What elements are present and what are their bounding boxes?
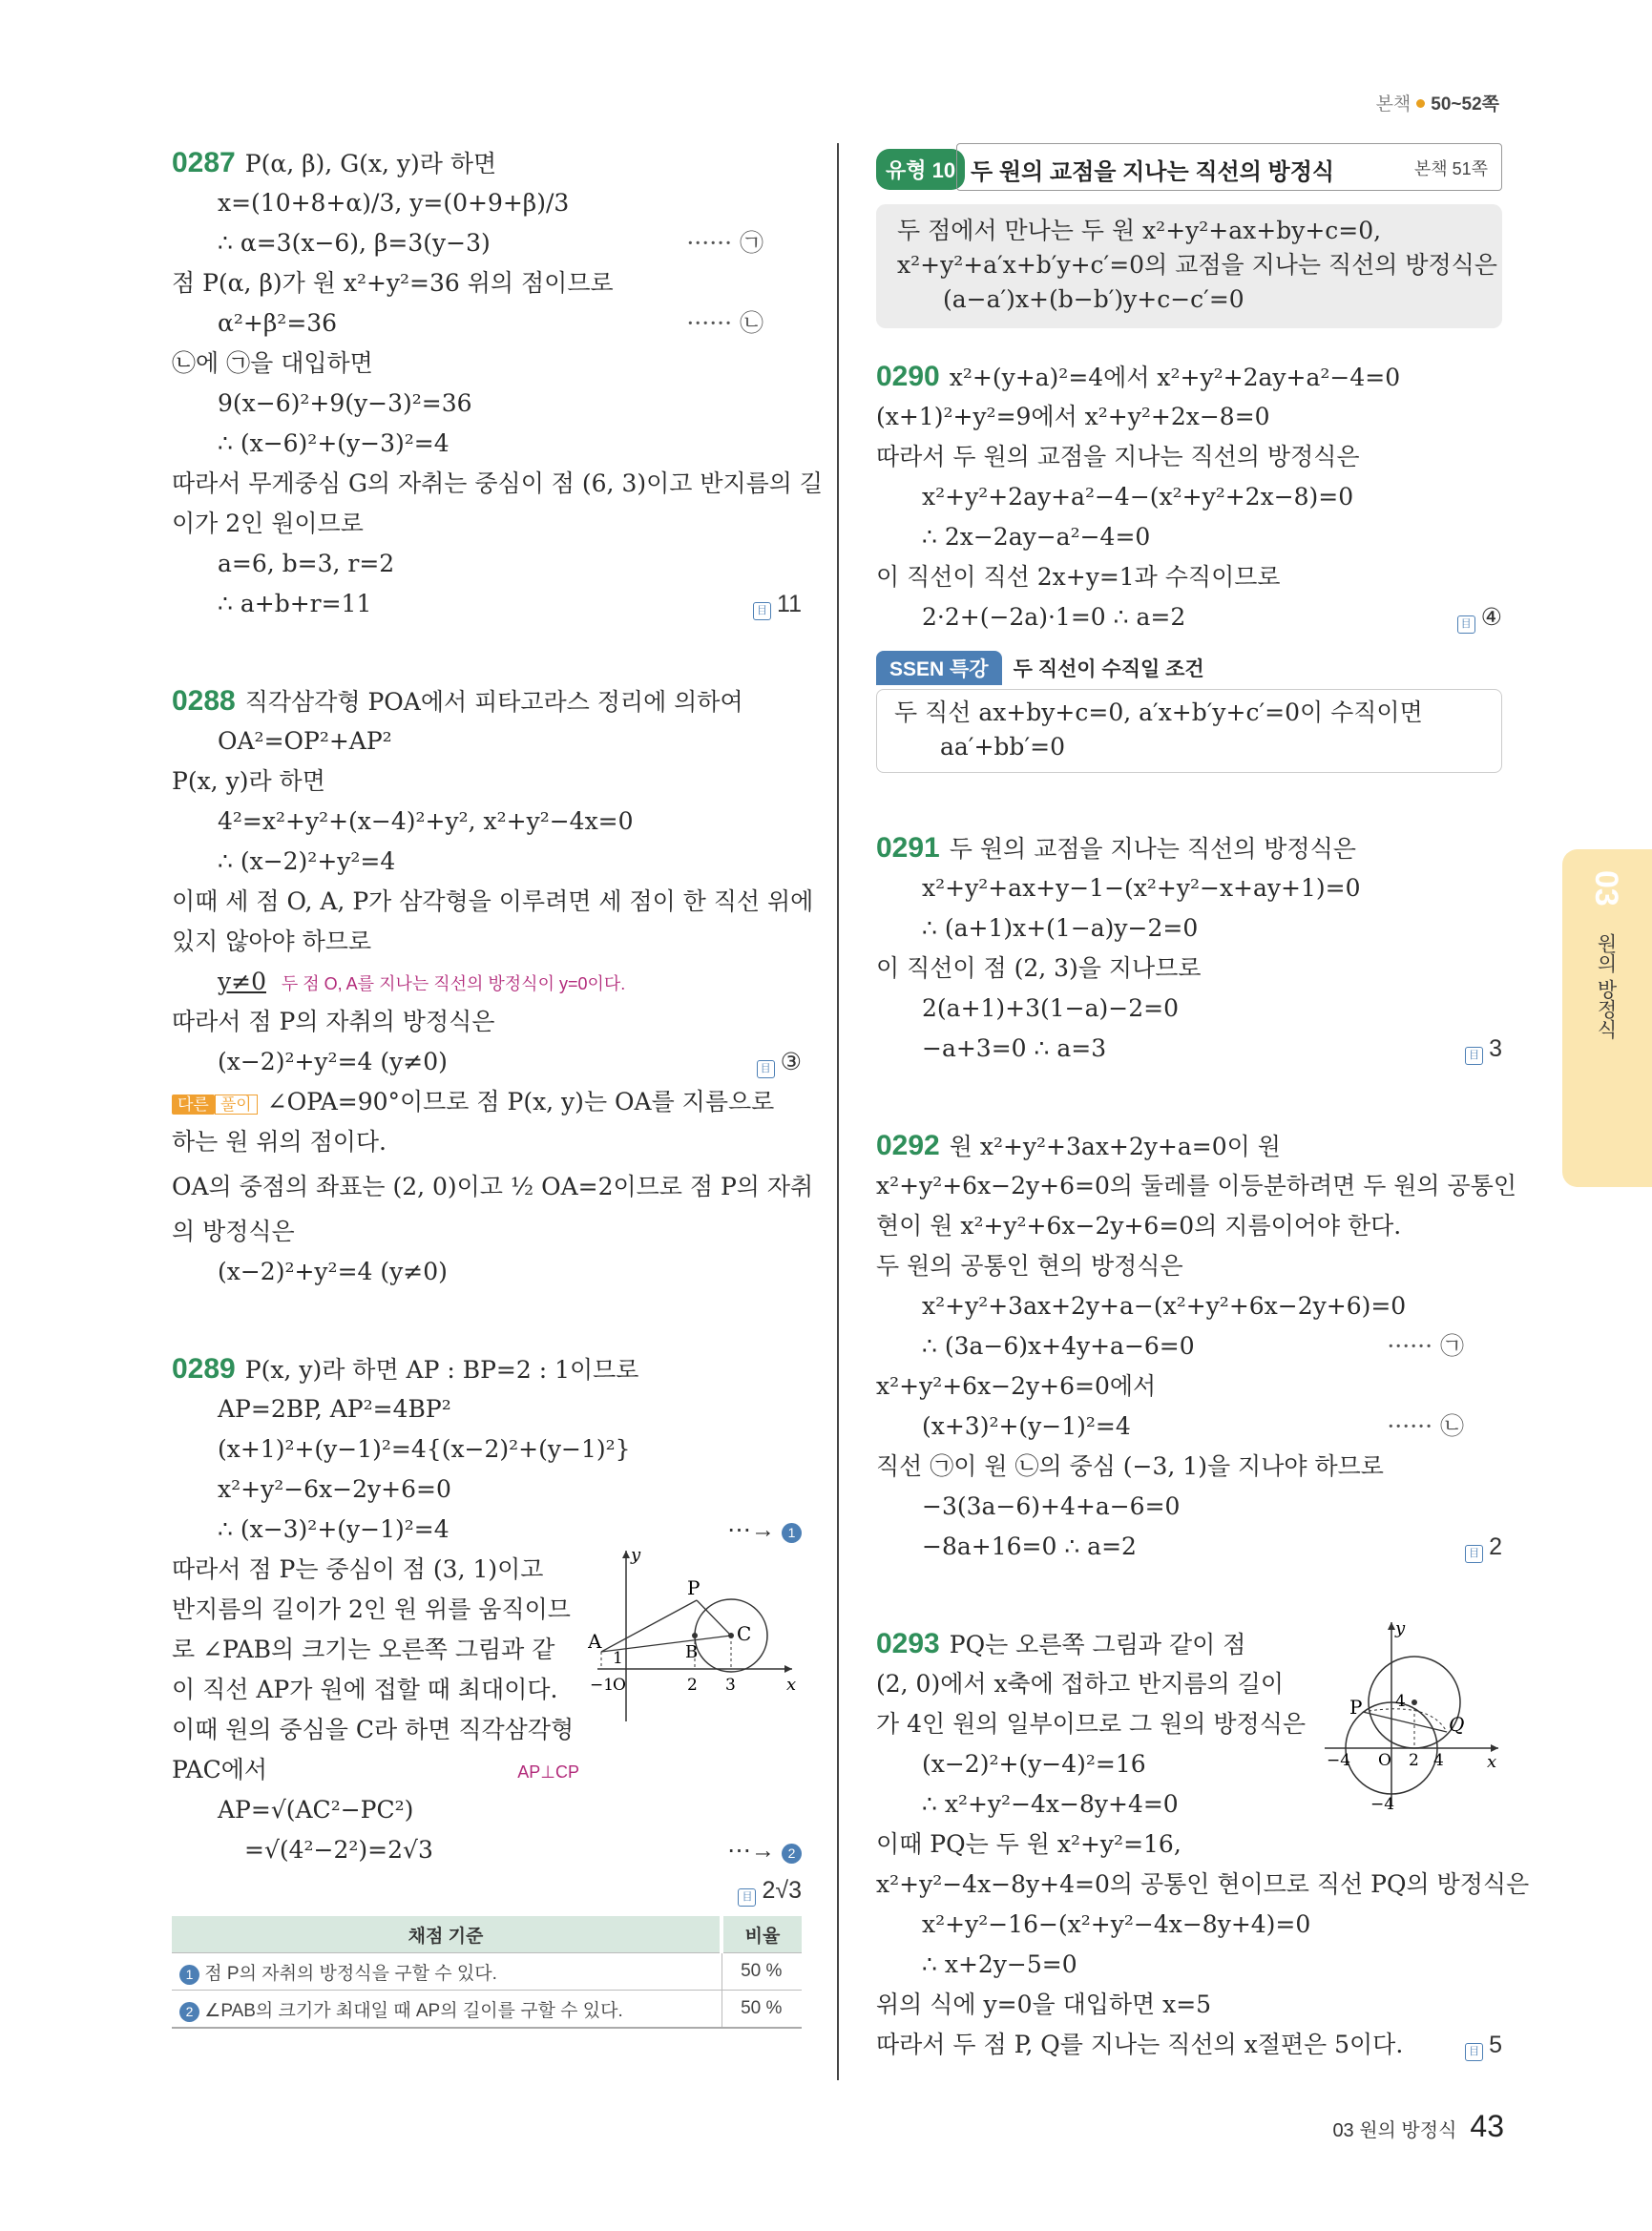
answer [757,1042,802,1082]
answer-icon: 目 [1465,1545,1483,1563]
answer-icon: 目 [1465,2043,1483,2061]
solution-line: x²+(y+a)²=4에서 x²+y²+2ay+a²−4=0 [949,364,1401,391]
solution-line: =√(4²−2²)=2√3 [244,1836,433,1864]
solution-line: 2·2+(−2a)·1=0 ∴ a=2 [922,603,1186,631]
solution-line: (x−2)²+y²=4 (y≠0) [218,1048,448,1075]
fig-label: y [1395,1618,1406,1638]
solution-line: 현이 원 x²+y²+6x−2y+6=0의 지름이어야 한다. [876,1212,1402,1240]
solution-line: 로 ∠PAB의 크기는 오른쪽 그림과 같 [172,1636,555,1663]
fig-label: x [786,1675,797,1695]
problem-number: 0291 [876,832,940,864]
table-cell: 50 % [721,1953,802,1991]
header-pages: 50~52쪽 [1431,94,1499,115]
solution-line: −3(3a−6)+4+a−6=0 [922,1492,1181,1520]
left-column [172,143,824,2029]
scoring-table [172,1916,802,2029]
fig-label: Q [1449,1713,1465,1736]
solution-line: x²+y²−6x−2y+6=0 [218,1475,451,1503]
solution-line: α²+β²=36 [218,309,338,337]
answer-value: 5 [1489,2032,1502,2058]
figure-0289 [588,1545,802,1726]
annotation-note: 두 점 O, A를 지나는 직선의 방정식이 y=0이다. [281,974,626,993]
problem-0289 [172,1349,802,1910]
type-summary-box [876,204,1502,328]
equation-marker: ······ ㉡ [1387,1412,1464,1440]
solution-line: 9(x−6)²+9(y−3)²=36 [218,389,472,417]
solution-line: (x+1)²+(y−1)²=4{(x−2)²+(y−1)²} [218,1435,631,1463]
solution-line: 가 4인 원의 일부이므로 그 원의 방정식은 [876,1710,1306,1738]
solution-line: 반지름의 길이가 2인 원 위를 움직이므 [172,1595,571,1623]
solution-line: P(α, β), G(x, y)라 하면 [244,150,497,177]
equation-marker: ······ ㉠ [1387,1332,1464,1360]
ssen-header [876,651,1502,689]
table-cell: ∠PAB의 크기가 최대일 때 AP의 길이를 구할 수 있다. [204,2000,623,2021]
chapter-side-tab[interactable] [1562,849,1652,1187]
problem-0288 [172,681,814,1292]
problem-0293 [876,1618,1530,2065]
problem-number: 0289 [172,1353,236,1385]
page-header [1376,90,1499,115]
solution-line: x²+y²−16−(x²+y²−4x−8y+4)=0 [922,1910,1311,1938]
step-marker-1: ⋯→ 1 [727,1510,802,1550]
answer-icon: 目 [757,1060,775,1078]
solution-line: (2, 0)에서 x축에 접하고 반지름의 길이 [876,1670,1285,1698]
solution-line: x²+y²+3ax+2y+a−(x²+y²+6x−2y+6)=0 [922,1292,1407,1320]
solution-line: ∴ x²+y²−4x−8y+4=0 [922,1790,1179,1818]
answer [1465,1029,1502,1069]
problem-number: 0290 [876,361,940,392]
fig-label: B [685,1642,699,1662]
solution-line: −a+3=0 ∴ a=3 [922,1034,1107,1062]
ssen-tag: SSEN 특강 [876,651,1002,685]
solution-line: ㉡에 ㉠을 대입하면 [172,349,373,377]
fig-label: 4 [1433,1751,1444,1770]
solution-line: 따라서 무게중심 G의 자취는 중심이 점 (6, 3)이고 반지름의 길 [172,469,824,497]
solution-line: AP=√(AC²−PC²) [218,1796,414,1824]
answer-value: 3 [1489,1035,1502,1062]
solution-line: (x+3)²+(y−1)²=4 [922,1412,1131,1440]
solution-line: 4²=x²+y²+(x−4)²+y², x²+y²−4x=0 [218,807,634,835]
answer [1465,1527,1502,1567]
solution-line: 직각삼각형 POA에서 피타고라스 정리에 의하여 [244,688,743,716]
answer [1465,2025,1502,2065]
summary-line: 두 점에서 만나는 두 원 x²+y²+ax+by+c=0, [897,217,1382,244]
table-header: 비율 [721,1916,802,1953]
solution-line: OA²=OP²+AP² [218,727,392,755]
solution-line: OA의 중점의 좌표는 (2, 0)이고 ½ OA=2이므로 점 P의 자취 [172,1173,814,1200]
fig-label: 1 [613,1649,623,1668]
solution-line: 이때 세 점 O, A, P가 삼각형을 이루려면 세 점이 한 직선 위에 [172,887,814,915]
solution-line: ∴ (x−6)²+(y−3)²=4 [218,429,450,457]
solution-line: 이때 PQ는 두 원 x²+y²=16, [876,1830,1181,1858]
page-number: 43 [1470,2109,1504,2143]
solution-line: 위의 식에 y=0을 대입하면 x=5 [876,1991,1212,2018]
ssen-box [876,689,1502,773]
solution-line: ∴ (x−3)²+(y−1)²=4 [218,1515,450,1543]
header-dot [1416,99,1425,108]
solution-line: 의 방정식은 [172,1218,295,1245]
table-header: 채점 기준 [172,1916,721,1953]
annotation-note: AP⊥CP [517,1762,579,1782]
solution-line: 따라서 두 점 P, Q를 지나는 직선의 x절편은 5이다. [876,2031,1404,2058]
solution-line: ∴ (3a−6)x+4y+a−6=0 [922,1332,1195,1360]
fig-label: x [1487,1752,1497,1772]
solution-line: 원 x²+y²+3ax+2y+a=0이 원 [949,1133,1281,1160]
answer-icon: 目 [753,602,771,620]
step-2-icon: 2 [179,2002,199,2022]
solution-line: P(x, y)라 하면 AP : BP=2 : 1이므로 [244,1356,639,1384]
figure-0293 [1315,1615,1506,1815]
answer [738,1870,802,1910]
fig-label: C [737,1622,752,1645]
solution-line: PAC에서 [172,1756,268,1783]
problem-0290 [876,357,1502,637]
solution-line: P(x, y)라 하면 [172,767,325,795]
type-10-header [876,143,1502,197]
answer-icon: 目 [1457,615,1475,634]
solution-line: (x−2)²+(y−4)²=16 [922,1750,1146,1778]
solution-line: AP=2BP, AP²=4BP² [218,1395,451,1423]
answer-value: 2√3 [762,1877,802,1904]
type-title: 두 원의 교점을 지나는 직선의 방정식 [971,159,1335,185]
summary-line: x²+y²+a′x+b′y+c′=0의 교점을 지나는 직선의 방정식은 [897,251,1497,279]
answer-value: ③ [780,1049,802,1075]
solution-line: 따라서 점 P의 자취의 방정식은 [172,1008,495,1035]
chapter-title: 원의 방정식 [1595,933,1617,1039]
solution-line: ∴ 2x−2ay−a²−4=0 [922,523,1151,551]
solution-line: 두 원의 공통인 현의 방정식은 [876,1252,1183,1280]
fig-label: y [631,1545,641,1565]
problem-0292 [876,1126,1516,1567]
answer [1457,597,1502,637]
solution-line: x²+y²+6x−2y+6=0의 둘레를 이등분하려면 두 원의 공통인 [876,1172,1516,1199]
solution-line: PQ는 오른쪽 그림과 같이 점 [949,1631,1246,1658]
solution-line: x=(10+8+α)/3, y=(0+9+β)/3 [218,189,570,217]
solution-line: 점 P(α, β)가 원 x²+y²=36 위의 점이므로 [172,269,614,297]
step-marker-2: ⋯→ 2 [727,1830,802,1870]
type-tag: 유형 10 [876,149,965,190]
answer-value: 2 [1489,1533,1502,1560]
answer-value: ④ [1480,604,1502,631]
solution-line: y≠0 [218,968,266,995]
fig-label: 2 [1409,1751,1419,1770]
fig-label: O [1378,1751,1391,1770]
problem-number: 0288 [172,685,236,717]
solution-line: 이가 2인 원이므로 [172,510,364,537]
solution-line: ∠OPA=90°이므로 점 P(x, y)는 OA를 지름으로 [266,1088,775,1116]
page-footer [1332,2109,1504,2144]
answer-icon: 目 [1465,1047,1483,1065]
table-row [172,1991,802,2029]
fig-label: 3 [725,1676,736,1695]
problem-0291 [876,828,1502,1069]
solution-line: 이 직선이 직선 2x+y=1과 수직이므로 [876,563,1281,591]
solution-line: x²+y²−4x−8y+4=0의 공통인 현이므로 직선 PQ의 방정식은 [876,1870,1530,1898]
solution-line: 이 직선이 점 (2, 3)을 지나므로 [876,954,1202,982]
equation-marker: ······ ㉡ [686,309,763,337]
ssen-title: 두 직선이 수직일 조건 [1013,658,1204,680]
fig-label: P [687,1576,701,1599]
solution-line: 이 직선 AP가 원에 접할 때 최대이다. [172,1676,558,1703]
fig-label: A [588,1630,602,1653]
solution-line: x²+y²+ax+y−1−(x²+y²−x+ay+1)=0 [922,874,1361,902]
solution-line: ∴ (x−2)²+y²=4 [218,847,396,875]
fig-label: −4 [1327,1751,1351,1770]
solution-line: a=6, b=3, r=2 [218,550,395,577]
table-cell: 50 % [721,1991,802,2029]
solution-line: 따라서 두 원의 교점을 지나는 직선의 방정식은 [876,443,1360,470]
alt-solution-tag: 다른 [172,1095,215,1115]
ssen-line: aa′+bb′=0 [940,733,1065,761]
header-book: 본책 [1375,94,1412,115]
column-divider [837,143,839,2080]
problem-0287 [172,143,824,624]
solution-line: ∴ (a+1)x+(1−a)y−2=0 [922,914,1199,942]
table-row [172,1953,802,1991]
problem-number: 0292 [876,1130,940,1161]
type-ref: 본책 51쪽 [1413,159,1488,178]
equation-marker: ······ ㉠ [686,229,763,257]
problem-number: 0293 [876,1628,940,1659]
footer-chapter: 03 원의 방정식 [1332,2120,1457,2141]
solution-line: x²+y²+2ay+a²−4−(x²+y²+2x−8)=0 [922,483,1354,511]
solution-line: 이때 원의 중심을 C라 하면 직각삼각형 [172,1716,575,1743]
fig-label: −4 [1370,1795,1395,1814]
answer [753,584,802,624]
solution-line: 직선 ㉠이 원 ㉡의 중심 (−3, 1)을 지나야 하므로 [876,1452,1384,1480]
solution-line: x²+y²+6x−2y+6=0에서 [876,1372,1157,1400]
step-2-icon: 2 [782,1844,802,1864]
solution-line: ∴ α=3(x−6), β=3(y−3) [218,229,491,257]
answer-value: 11 [777,591,802,617]
solution-line: (x−2)²+y²=4 (y≠0) [218,1258,448,1285]
ssen-line: 두 직선 ax+by+c=0, a′x+b′y+c′=0이 수직이면 [894,698,1423,726]
solution-line: 2(a+1)+3(1−a)−2=0 [922,994,1179,1022]
solution-line: 하는 원 위의 점이다. [172,1128,387,1156]
problem-number: 0287 [172,147,236,178]
solution-line: 두 원의 교점을 지나는 직선의 방정식은 [949,835,1356,863]
fig-label: 2 [687,1676,698,1695]
fig-label: −1 [590,1676,615,1695]
fig-label: 4 [1395,1692,1406,1711]
table-cell: 점 P의 자취의 방정식을 구할 수 있다. [204,1963,497,1984]
step-1-icon: 1 [782,1523,802,1543]
solution-line: 따라서 점 P는 중심이 점 (3, 1)이고 [172,1555,544,1583]
solution-line: 있지 않아야 하므로 [172,928,372,955]
summary-line: (a−a′)x+(b−b′)y+c−c′=0 [943,285,1244,313]
chapter-number: 03 [1588,870,1624,907]
solution-line: ∴ x+2y−5=0 [922,1950,1077,1978]
solution-line: (x+1)²+y²=9에서 x²+y²+2x−8=0 [876,403,1270,430]
solution-line: ∴ a+b+r=11 [218,590,372,617]
fig-label: O [613,1676,626,1695]
answer-icon: 目 [738,1888,756,1907]
solution-line: −8a+16=0 ∴ a=2 [922,1533,1137,1560]
right-column [876,143,1530,2065]
fig-label: P [1349,1696,1363,1719]
step-1-icon: 1 [179,1965,199,1985]
alt-solution-tag2: 풀이 [215,1095,258,1115]
